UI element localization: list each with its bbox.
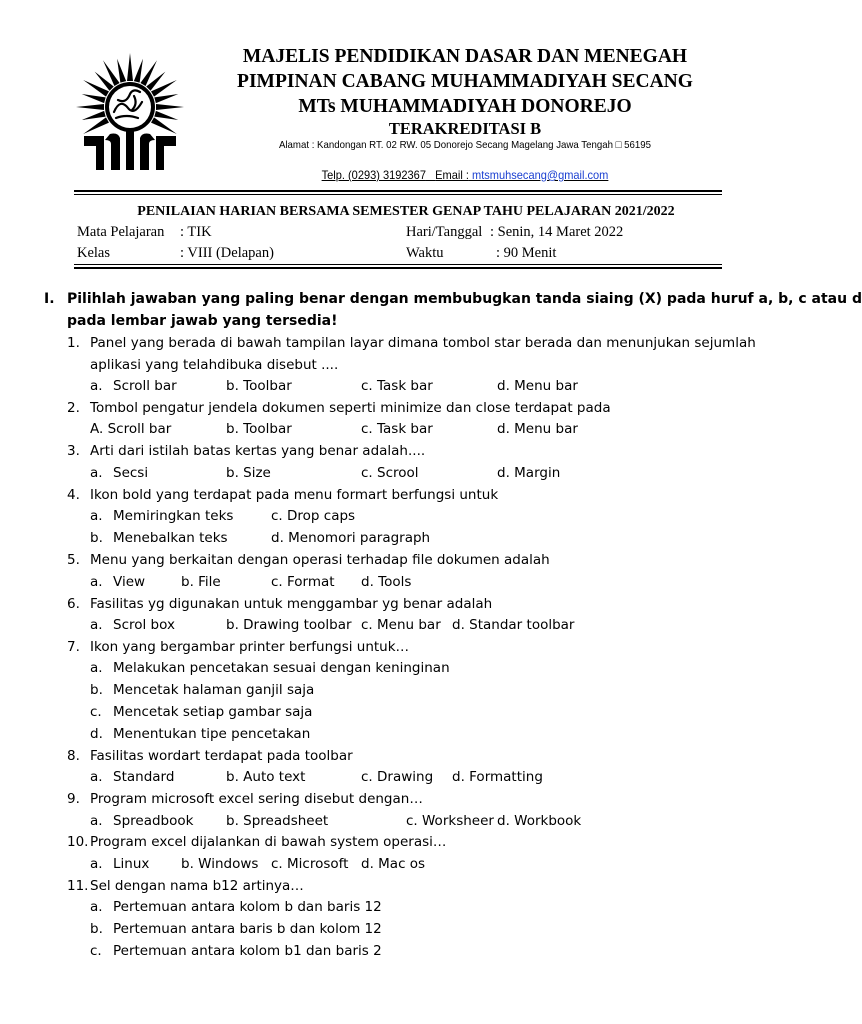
time-label: Waktu — [406, 245, 444, 261]
date-label: Hari/Tanggal — [406, 224, 483, 240]
exam-title: PENILAIAN HARIAN BERSAMA SEMESTER GENAP TAHU PELAJARAN 2021/2022 — [137, 204, 675, 219]
question-text: Ikon bold yang terdapat pada menu formart berfungsi untuk — [90, 487, 499, 503]
option-a: Pertemuan antara kolom b dan baris 12 — [113, 899, 382, 915]
option-d: d. Menu bar — [497, 378, 578, 394]
question-number: 11. — [67, 878, 89, 894]
option-c: Mencetak setiap gambar saja — [113, 704, 313, 720]
question-text: Arti dari istilah batas kertas yang benar adalah.... — [90, 443, 426, 459]
class-label: Kelas — [77, 245, 111, 261]
option-letter: a. — [90, 769, 103, 785]
option-a: Scrol box — [113, 617, 175, 633]
option-b: b. Toolbar — [226, 421, 292, 437]
option-d: d. Menomori paragraph — [271, 530, 431, 546]
subject-label: Mata Pelajaran — [77, 224, 165, 240]
option-letter: a. — [90, 660, 103, 676]
contact-line — [221, 168, 709, 182]
option-b: b. Size — [226, 465, 271, 481]
question-number: 4. — [67, 487, 80, 503]
question-text: Fasilitas wordart terdapat pada toolbar — [90, 748, 353, 764]
phone-number: Telp. (0293) 3192367 — [321, 168, 426, 182]
class-value: : VIII (Delapan) — [180, 245, 274, 261]
section-instruction-line-2: pada lembar jawab yang tersedia! — [67, 313, 338, 329]
header-divider-thin — [74, 194, 722, 195]
option-b: b. Auto text — [226, 769, 306, 785]
option-letter: b. — [90, 682, 103, 698]
option-letter: b. — [90, 530, 103, 546]
question-text: Panel yang berada di bawah tampilan layar dimana tombol star berada dan menunjukan sejumlah — [90, 335, 756, 351]
question-text: Program excel dijalankan di bawah system operasi… — [90, 834, 447, 850]
option-letter: c. — [90, 704, 102, 720]
option-letter: a. — [90, 617, 103, 633]
muhammadiyah-logo — [70, 50, 190, 170]
header-divider — [74, 190, 722, 192]
info-divider — [74, 264, 722, 265]
option-a: Secsi — [113, 465, 149, 481]
option-b: b. File — [181, 574, 221, 590]
question-number: 9. — [67, 791, 80, 807]
option-a: Standard — [113, 769, 175, 785]
header-line-2: PIMPINAN CABANG MUHAMMADIYAH SECANG — [237, 71, 693, 92]
section-number: I. — [44, 291, 55, 307]
option-letter: d. — [90, 726, 103, 742]
header-line-1: MAJELIS PENDIDIKAN DASAR DAN MENEGAH — [242, 46, 688, 67]
school-name: MTs MUHAMMADIYAH DONOREJO — [298, 96, 632, 117]
question-text: Program microsoft excel sering disebut dengan… — [90, 791, 423, 807]
option-c: c. Menu bar — [361, 617, 441, 633]
question-number: 3. — [67, 443, 80, 459]
question-text: Fasilitas yg digunakan untuk menggambar yg benar adalah — [90, 596, 493, 612]
option-letter: a. — [90, 899, 103, 915]
option-a: A. Scroll bar — [90, 421, 172, 437]
option-letter: b. — [90, 921, 103, 937]
option-letter: a. — [90, 508, 103, 524]
accreditation: TERAKREDITASI B — [388, 119, 542, 138]
option-c: c. Worksheer — [406, 813, 494, 829]
option-a: Memiringkan teks — [113, 508, 234, 524]
school-address: Alamat : Kandongan RT. 02 RW. 05 Donorejo Secang Magelang Jawa Tengah □ 56195 — [278, 139, 652, 151]
section-instruction-line-1: Pilihlah jawaban yang paling benar dengan membubugkan tanda siaing (X) pada huruf a, b, c atau d — [67, 291, 862, 307]
option-b: b. Drawing toolbar — [226, 617, 352, 633]
question-number: 10. — [67, 834, 89, 850]
option-c: c. Microsoft — [271, 856, 349, 872]
question-text: Ikon yang bergambar printer berfungsi untuk… — [90, 639, 410, 655]
option-b: b. Toolbar — [226, 378, 292, 394]
info-divider-thick — [74, 267, 722, 269]
option-c: c. Drop caps — [271, 508, 356, 524]
option-d: d. Margin — [497, 465, 561, 481]
option-c: c. Drawing — [361, 769, 434, 785]
question-number: 1. — [67, 335, 80, 351]
option-b: Menebalkan teks — [113, 530, 228, 546]
option-d: d. Mac os — [361, 856, 426, 872]
email-label: Email : — [435, 168, 469, 182]
option-a: Melakukan pencetakan sesuai dengan keninginan — [113, 660, 450, 676]
option-b: Mencetak halaman ganjil saja — [113, 682, 315, 698]
option-d: Menentukan tipe pencetakan — [113, 726, 311, 742]
question-text: Menu yang berkaitan dengan operasi terhadap file dokumen adalah — [90, 552, 550, 568]
option-d: d. Tools — [361, 574, 412, 590]
option-a: View — [113, 574, 146, 590]
question-text-cont: aplikasi yang telahdibuka disebut .... — [90, 357, 339, 373]
option-letter: a. — [90, 378, 103, 394]
option-d: d. Workbook — [497, 813, 582, 829]
option-d: d. Menu bar — [497, 421, 578, 437]
question-text: Sel dengan nama b12 artinya… — [90, 878, 304, 894]
option-letter: a. — [90, 574, 103, 590]
time-value: : 90 Menit — [496, 245, 557, 261]
option-letter: a. — [90, 465, 103, 481]
option-a: Scroll bar — [113, 378, 177, 394]
option-d: d. Formatting — [452, 769, 543, 785]
option-c: Pertemuan antara kolom b1 dan baris 2 — [113, 943, 382, 959]
option-c: c. Scrool — [361, 465, 419, 481]
question-number: 7. — [67, 639, 80, 655]
option-a: Spreadbook — [113, 813, 194, 829]
option-c: c. Task bar — [361, 378, 433, 394]
question-number: 6. — [67, 596, 80, 612]
option-letter: c. — [90, 943, 102, 959]
option-c: c. Task bar — [361, 421, 433, 437]
question-number: 5. — [67, 552, 80, 568]
option-letter: a. — [90, 856, 103, 872]
option-c: c. Format — [271, 574, 335, 590]
date-value: : Senin, 14 Maret 2022 — [490, 224, 624, 240]
option-b: Pertemuan antara baris b dan kolom 12 — [113, 921, 382, 937]
question-text: Tombol pengatur jendela dokumen seperti minimize dan close terdapat pada — [90, 400, 611, 416]
subject-value: : TIK — [180, 224, 212, 240]
question-number: 8. — [67, 748, 80, 764]
email-link[interactable]: mtsmuhsecang@gmail.com — [472, 168, 609, 182]
option-b: b. Windows — [181, 856, 259, 872]
option-letter: a. — [90, 813, 103, 829]
option-a: Linux — [113, 856, 150, 872]
option-b: b. Spreadsheet — [226, 813, 329, 829]
option-d: d. Standar toolbar — [452, 617, 575, 633]
question-number: 2. — [67, 400, 80, 416]
